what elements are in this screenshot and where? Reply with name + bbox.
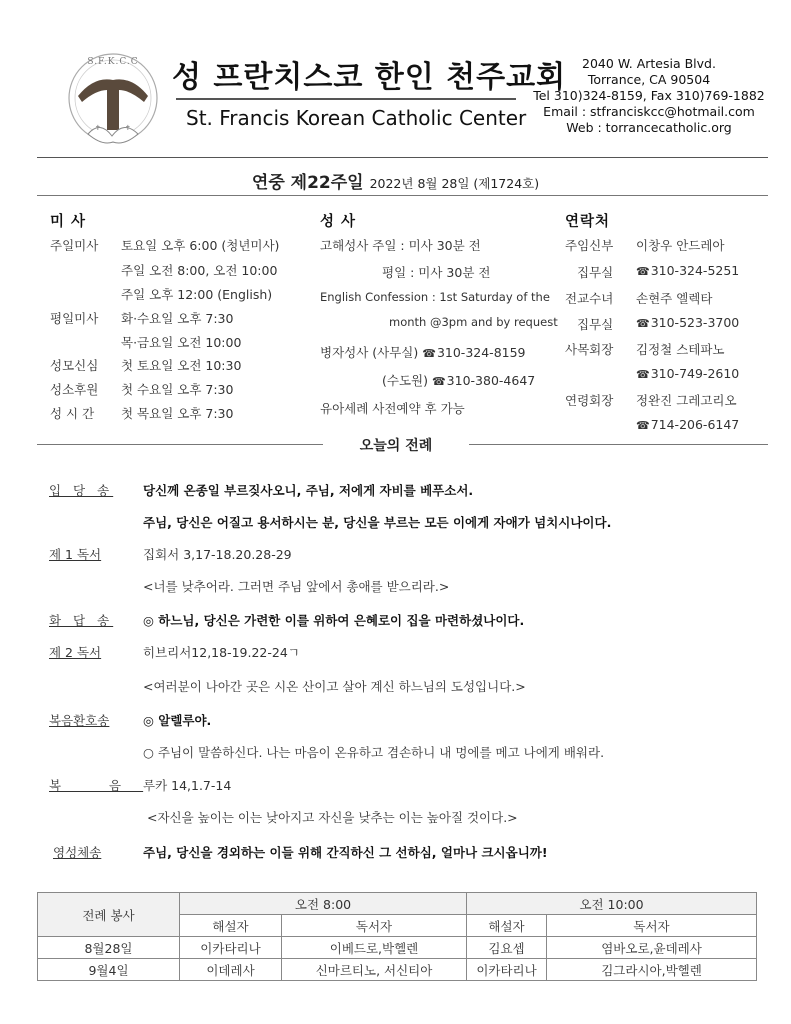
- row-header-cell: 전례 봉사: [38, 893, 180, 937]
- mass-label: 성모신심: [50, 358, 99, 373]
- gospel-label: 복 음: [49, 778, 144, 793]
- contact-phone: ☎ 714-206-6147: [636, 417, 739, 432]
- sacrament-line: 유아세례 사전예약 후 가능: [320, 401, 465, 416]
- table-header-row: [38, 893, 757, 915]
- mass-heading: 미 사: [50, 214, 87, 230]
- sacraments-heading: 성 사: [320, 214, 357, 230]
- contact-label: 사목회장: [565, 342, 614, 357]
- table-row: [38, 937, 757, 959]
- communion-antiphon: 주님, 당신을 경외하는 이들 위해 간직하신 그 선하심, 얼마나 크시옵니까!: [143, 845, 548, 860]
- mass-8-header: 오전 8:00: [180, 893, 467, 915]
- mass-time: 주일 오전 8:00, 오전 10:00: [121, 263, 278, 278]
- church-name-korean: 성 프란치스코 한인 천주교회: [172, 60, 567, 95]
- sacrament-line: 평일 : 미사 30분 전: [382, 265, 491, 280]
- ministry-schedule-table: [37, 892, 757, 981]
- anointing-monastery-phone: ☎ 310-380-4647: [432, 373, 535, 388]
- entrance-label: 입 당 송: [49, 483, 114, 498]
- sunday-date: 2022년 8월 28일 (제1724호): [369, 176, 540, 191]
- commentator-cell: 이카타리나: [180, 937, 282, 959]
- table-row: [38, 959, 757, 981]
- city-address: Torrance, CA 90504: [587, 72, 711, 87]
- sacrament-line: [382, 371, 535, 389]
- reader-header: 독서자: [282, 915, 467, 937]
- mass-label: 성 시 간: [50, 406, 95, 421]
- contact-phone: ☎ 310-749-2610: [636, 366, 739, 381]
- gospel-reference: 루카 14,1.7-14: [143, 778, 232, 793]
- reading2-summary: <여러분이 나아간 곳은 시온 산이고 살아 계신 하느님의 도성입니다.>: [143, 679, 526, 694]
- contact-name: 이창우 안드레아: [636, 238, 725, 253]
- alleluia-response: ◎ 알렐루야.: [143, 713, 212, 728]
- contact-label: 주임신부: [565, 238, 614, 253]
- mass-label: 성소후원: [50, 382, 99, 397]
- commentator-cell: 이카타리나: [467, 959, 547, 981]
- communion-label: 영성체송: [53, 845, 102, 860]
- reader-header: 독서자: [547, 915, 757, 937]
- commentator-header: 해설자: [180, 915, 282, 937]
- mass-time: 주일 오후 12:00 (English): [121, 287, 273, 302]
- entrance-antiphon-2: 주님, 당신은 어질고 용서하시는 분, 당신을 부르는 모든 이에게 자애가 넘치시나이다.: [143, 515, 612, 530]
- contact-phone: ☎ 310-523-3700: [636, 315, 739, 330]
- gospel-summary: <자신을 높이는 이는 낮아지고 자신을 낮추는 이는 높아질 것이다.>: [147, 810, 518, 825]
- commentator-header: 해설자: [467, 915, 547, 937]
- sacrament-line: English Confession : 1st Saturday of the: [320, 290, 550, 304]
- anointing-monastery-label: (수도원): [382, 373, 428, 388]
- svg-text:✝: ✝: [95, 124, 101, 132]
- address-block: [530, 56, 768, 136]
- mass-time: 토요일 오후 6:00 (청년미사): [121, 238, 280, 253]
- divider: [37, 195, 768, 196]
- contacts-heading: 연락처: [565, 214, 611, 230]
- divider: [37, 444, 323, 445]
- contact-name: 김정철 스테파노: [636, 342, 725, 357]
- date-cell: 8월28일: [38, 937, 180, 959]
- mass-time: 첫 토요일 오전 10:30: [121, 358, 242, 373]
- reader-cell: 신마르티노, 서신티아: [282, 959, 467, 981]
- liturgy-title: 오늘의 전례: [359, 438, 433, 454]
- reading1-summary: <너를 낮추어라. 그러면 주님 앞에서 총애를 받으리라.>: [143, 579, 450, 594]
- reading2-reference: 히브리서12,18-19.22-24ㄱ: [143, 645, 300, 660]
- mass-time: 목·금요일 오전 10:00: [121, 335, 242, 350]
- mass-time: 첫 목요일 오후 7:30: [121, 406, 234, 421]
- contact-label: 집무실: [577, 265, 614, 280]
- anointing-office-label: 병자성사 (사무실): [320, 345, 419, 360]
- alleluia-verse: ○ 주님이 말씀하신다. 나는 마음이 온유하고 겸손하니 내 멍에를 메고 나에게 배워라.: [143, 745, 605, 760]
- sacrament-line: [320, 343, 526, 361]
- alleluia-label: 복음환호송: [49, 713, 110, 728]
- sacrament-line: 고해성사 주일 : 미사 30분 전: [320, 238, 481, 253]
- contact-label: 연령회장: [565, 393, 614, 408]
- mass-time: 화·수요일 오후 7:30: [121, 311, 234, 326]
- contact-label: 집무실: [577, 317, 614, 332]
- church-logo: [64, 46, 162, 154]
- mass-label: 평일미사: [50, 311, 99, 326]
- reading2-label: 제 2 독서: [49, 645, 102, 660]
- contact-phone: ☎ 310-324-5251: [636, 263, 739, 278]
- email: Email : stfranciskcc@hotmail.com: [543, 104, 755, 119]
- church-name-english: St. Francis Korean Catholic Center: [186, 106, 527, 130]
- contact-name: 정완진 그레고리오: [636, 393, 737, 408]
- sacrament-line: month @3pm and by request: [389, 315, 558, 329]
- commentator-cell: 이데레사: [180, 959, 282, 981]
- reader-cell: 김그라시아,박헬렌: [547, 959, 757, 981]
- contact-name: 손현주 엘렉타: [636, 291, 713, 306]
- anointing-office-phone: ☎ 310-324-8159: [422, 345, 525, 360]
- reading1-label: 제 1 독서: [49, 547, 102, 562]
- entrance-antiphon: 당신께 온종일 부르짖사오니, 주님, 저에게 자비를 베푸소서.: [143, 483, 474, 498]
- logo-text: S.F.K.C.C: [87, 57, 139, 67]
- divider: [37, 157, 768, 158]
- mass-10-header: 오전 10:00: [467, 893, 757, 915]
- sunday-name: 연중 제22주일: [251, 173, 364, 193]
- reading1-reference: 집회서 3,17-18.20.28-29: [143, 547, 292, 562]
- sunday-title: [0, 168, 791, 193]
- divider: [469, 444, 768, 445]
- reader-cell: 염바오로,윤데레사: [547, 937, 757, 959]
- svg-text:✝: ✝: [125, 124, 131, 132]
- reader-cell: 이베드로,박헬렌: [282, 937, 467, 959]
- commentator-cell: 김요셉: [467, 937, 547, 959]
- website: Web : torrancecatholic.org: [566, 120, 732, 135]
- mass-label: 주일미사: [50, 238, 99, 253]
- phone-fax: Tel 310)324-8159, Fax 310)769-1882: [533, 88, 765, 103]
- mass-time: 첫 수요일 오후 7:30: [121, 382, 234, 397]
- contact-label: 전교수녀: [565, 291, 614, 306]
- psalm-response: ◎ 하느님, 당신은 가련한 이를 위하여 은혜로이 집을 마련하셨나이다.: [143, 613, 525, 628]
- title-underline: [176, 98, 516, 100]
- psalm-label: 화 답 송: [49, 613, 114, 628]
- street-address: 2040 W. Artesia Blvd.: [582, 56, 716, 71]
- date-cell: 9월4일: [38, 959, 180, 981]
